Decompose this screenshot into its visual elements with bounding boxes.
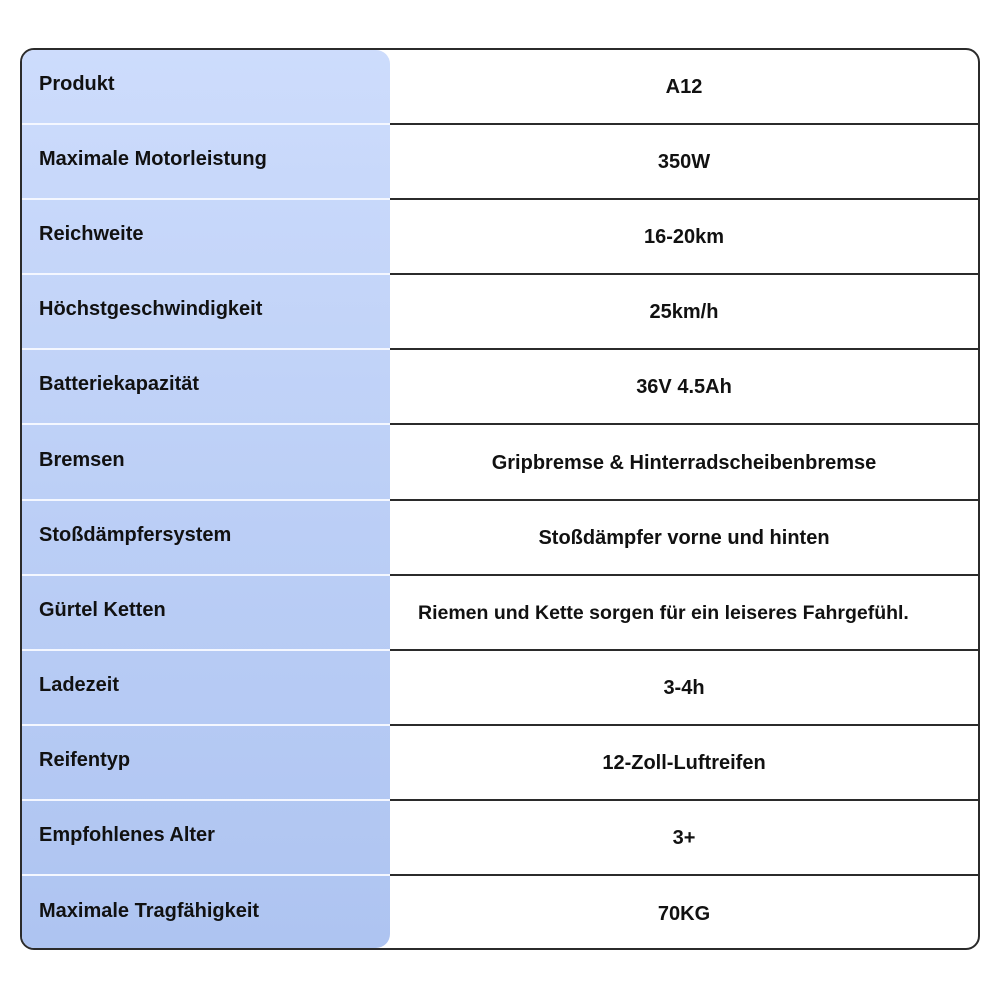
row-value: 25km/h (390, 275, 978, 350)
row-label: Produkt (22, 50, 390, 125)
row-label: Bremsen (22, 425, 390, 500)
row-label: Stoßdämpfersystem (22, 501, 390, 576)
row-label: Höchstgeschwindigkeit (22, 275, 390, 350)
table-row (22, 350, 978, 425)
table-row (22, 876, 978, 950)
table-row (22, 125, 978, 200)
spec-table (20, 48, 980, 950)
row-label: Gürtel Ketten (22, 576, 390, 651)
row-value: 350W (390, 125, 978, 200)
table-row (22, 501, 978, 576)
row-value: Stoßdämpfer vorne und hinten (390, 501, 978, 576)
row-value: 3+ (390, 801, 978, 876)
spec-rows (22, 50, 978, 948)
table-row (22, 200, 978, 275)
row-value: 16-20km (390, 200, 978, 275)
table-row (22, 801, 978, 876)
table-row (22, 726, 978, 801)
row-value: A12 (390, 50, 978, 125)
table-row (22, 50, 978, 125)
row-value: Gripbremse & Hinterradscheibenbremse (390, 425, 978, 500)
row-label: Maximale Motorleistung (22, 125, 390, 200)
row-value: 12-Zoll-Luftreifen (390, 726, 978, 801)
table-row (22, 576, 978, 651)
row-value: 3-4h (390, 651, 978, 726)
row-label: Ladezeit (22, 651, 390, 726)
row-label: Empfohlenes Alter (22, 801, 390, 876)
row-value: 70KG (657, 903, 711, 926)
row-value: Riemen und Kette sorgen für ein leiseres Fahrgefühl. (390, 576, 978, 651)
row-label: Maximale Tragfähigkeit (39, 900, 260, 923)
row-value: 36V 4.5Ah (390, 350, 978, 425)
table-row (22, 651, 978, 726)
row-label: Reifentyp (22, 726, 390, 801)
table-row (22, 425, 978, 500)
table-row (22, 275, 978, 350)
row-label: Batteriekapazität (22, 350, 390, 425)
row-label: Reichweite (22, 200, 390, 275)
